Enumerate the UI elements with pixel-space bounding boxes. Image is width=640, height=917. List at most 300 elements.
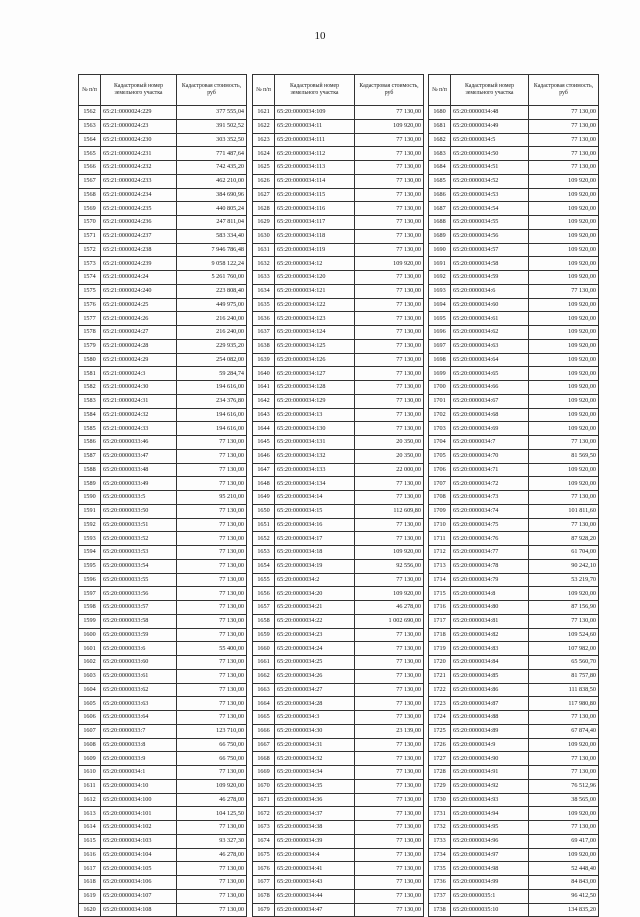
cadastral-number: 65:20:0000033:50: [101, 504, 177, 518]
row-number: 1691: [429, 257, 451, 271]
cadastral-number: 65:20:0000034:68: [451, 408, 529, 422]
cadastral-value: 77 130,00: [355, 766, 424, 780]
table-row: [79, 724, 247, 738]
cadastral-number: 65:21:0000024:235: [101, 202, 177, 216]
table-row: [429, 202, 599, 216]
row-number: 1579: [79, 339, 101, 353]
table-row: [79, 711, 247, 725]
cadastral-value: 109 920,00: [529, 848, 599, 862]
cadastral-number: 65:20:0000034:26: [275, 669, 355, 683]
table-row: [79, 216, 247, 230]
cadastral-number: 65:20:0000034:67: [451, 394, 529, 408]
row-number: 1656: [253, 587, 275, 601]
row-number: 1581: [79, 367, 101, 381]
row-number: 1678: [253, 889, 275, 903]
table-row: [429, 312, 599, 326]
row-number: 1570: [79, 216, 101, 230]
cadastral-value: 55 400,00: [177, 642, 247, 656]
row-number: 1595: [79, 559, 101, 573]
cadastral-number: 65:20:0000034:115: [275, 188, 355, 202]
cadastral-number: 65:20:0000033:53: [101, 546, 177, 560]
cadastral-value: 95 210,00: [177, 491, 247, 505]
table-row: [253, 628, 424, 642]
table-row: [429, 491, 599, 505]
table-row: [253, 766, 424, 780]
header-cadastral: Кадастровый номер земельного участка: [451, 75, 529, 106]
cadastral-value: 77 130,00: [355, 573, 424, 587]
table-row: [79, 119, 247, 133]
row-number: 1702: [429, 408, 451, 422]
cadastral-value: 77 130,00: [355, 174, 424, 188]
cadastral-value: 22 000,00: [355, 463, 424, 477]
cadastral-value: 77 130,00: [355, 889, 424, 903]
cadastral-value: 23 139,00: [355, 724, 424, 738]
cadastral-value: 109 920,00: [529, 216, 599, 230]
cadastral-value: 77 130,00: [355, 284, 424, 298]
cadastral-number: 65:20:0000034:82: [451, 628, 529, 642]
cadastral-number: 65:20:0000034:109: [275, 106, 355, 120]
table-row: [79, 738, 247, 752]
table-row: [253, 669, 424, 683]
cadastral-number: 65:20:0000034:78: [451, 559, 529, 573]
cadastral-number: 65:20:0000034:100: [101, 793, 177, 807]
table-row: [253, 848, 424, 862]
cadastral-value: 109 920,00: [355, 257, 424, 271]
cadastral-value: 742 435,20: [177, 161, 247, 175]
cadastral-value: 9 058 122,24: [177, 257, 247, 271]
cadastral-number: 65:21:0000024:230: [101, 133, 177, 147]
row-number: 1635: [253, 298, 275, 312]
cadastral-value: 77 130,00: [529, 147, 599, 161]
cadastral-value: 77 130,00: [355, 793, 424, 807]
cadastral-number: 65:20:0000034:57: [451, 243, 529, 257]
row-number: 1592: [79, 518, 101, 532]
row-number: 1729: [429, 779, 451, 793]
cadastral-number: 65:20:0000034:129: [275, 394, 355, 408]
table-row: [253, 876, 424, 890]
row-number: 1614: [79, 821, 101, 835]
table-row: [429, 876, 599, 890]
table-row: [429, 188, 599, 202]
row-number: 1622: [253, 119, 275, 133]
cadastral-number: 65:20:0000034:63: [451, 339, 529, 353]
table-row: [253, 449, 424, 463]
header-cadastral: Кадастровый номер земельного участка: [101, 75, 177, 106]
table-row: [253, 752, 424, 766]
cadastral-number: 65:20:0000034:22: [275, 614, 355, 628]
cadastral-number: 65:20:0000033:48: [101, 463, 177, 477]
cadastral-value: 92 556,00: [355, 559, 424, 573]
cadastral-value: 20 350,00: [355, 449, 424, 463]
row-number: 1636: [253, 312, 275, 326]
cadastral-value: 96 412,50: [529, 889, 599, 903]
cadastral-value: 101 811,60: [529, 504, 599, 518]
cadastral-value: 77 130,00: [355, 298, 424, 312]
table-row: [429, 903, 599, 917]
table-row: [429, 779, 599, 793]
table-row: [429, 834, 599, 848]
row-number: 1703: [429, 422, 451, 436]
table-row: [253, 807, 424, 821]
cadastral-value: 1 002 690,00: [355, 614, 424, 628]
cadastral-table-column-3: [428, 74, 599, 917]
cadastral-value: 303 352,50: [177, 133, 247, 147]
table-row: [79, 532, 247, 546]
row-number: 1708: [429, 491, 451, 505]
cadastral-value: 109 920,00: [177, 779, 247, 793]
row-number: 1714: [429, 573, 451, 587]
table-row: [79, 628, 247, 642]
row-number: 1679: [253, 903, 275, 917]
table-row: [429, 339, 599, 353]
table-row: [429, 449, 599, 463]
header-num: № п/п: [429, 75, 451, 106]
table-row: [79, 559, 247, 573]
cadastral-value: 77 130,00: [355, 106, 424, 120]
cadastral-value: 771 487,64: [177, 147, 247, 161]
cadastral-number: 65:20:0000034:49: [451, 119, 529, 133]
table-row: [253, 257, 424, 271]
cadastral-number: 65:20:0000034:126: [275, 353, 355, 367]
cadastral-value: 77 130,00: [529, 821, 599, 835]
cadastral-number: 65:20:0000034:30: [275, 724, 355, 738]
cadastral-number: 65:20:0000034:112: [275, 147, 355, 161]
cadastral-number: 65:20:0000034:124: [275, 326, 355, 340]
row-number: 1694: [429, 298, 451, 312]
cadastral-number: 65:20:0000034:43: [275, 876, 355, 890]
row-number: 1605: [79, 697, 101, 711]
cadastral-number: 65:20:0000034:94: [451, 807, 529, 821]
cadastral-value: 109 920,00: [529, 422, 599, 436]
table-row: [253, 504, 424, 518]
cadastral-number: 65:21:0000024:23: [101, 119, 177, 133]
row-number: 1705: [429, 449, 451, 463]
cadastral-value: 77 130,00: [177, 656, 247, 670]
cadastral-number: 65:20:0000034:36: [275, 793, 355, 807]
table-row: [429, 161, 599, 175]
row-number: 1661: [253, 656, 275, 670]
cadastral-value: 46 278,00: [177, 793, 247, 807]
cadastral-number: 65:21:0000024:229: [101, 106, 177, 120]
cadastral-value: 109 920,00: [529, 188, 599, 202]
cadastral-number: 65:20:0000034:55: [451, 216, 529, 230]
row-number: 1668: [253, 752, 275, 766]
cadastral-value: 77 130,00: [355, 229, 424, 243]
table-row: [429, 601, 599, 615]
cadastral-value: 77 130,00: [177, 587, 247, 601]
cadastral-value: 77 130,00: [355, 216, 424, 230]
cadastral-value: 77 130,00: [355, 422, 424, 436]
cadastral-value: 234 376,80: [177, 394, 247, 408]
cadastral-value: 384 690,96: [177, 188, 247, 202]
cadastral-number: 65:20:0000034:51: [451, 161, 529, 175]
cadastral-value: 77 130,00: [177, 766, 247, 780]
cadastral-number: 65:20:0000033:47: [101, 449, 177, 463]
cadastral-value: 247 811,04: [177, 216, 247, 230]
row-number: 1575: [79, 284, 101, 298]
cadastral-number: 65:20:0000034:111: [275, 133, 355, 147]
table-row: [79, 381, 247, 395]
cadastral-value: 52 448,40: [529, 862, 599, 876]
table-row: [79, 614, 247, 628]
table-row: [253, 312, 424, 326]
row-number: 1724: [429, 711, 451, 725]
row-number: 1619: [79, 889, 101, 903]
row-number: 1655: [253, 573, 275, 587]
table-row: [429, 174, 599, 188]
cadastral-value: 77 130,00: [529, 106, 599, 120]
table-row: [79, 408, 247, 422]
cadastral-value: 46 278,00: [355, 601, 424, 615]
row-number: 1603: [79, 669, 101, 683]
table-row: [253, 408, 424, 422]
row-number: 1617: [79, 862, 101, 876]
row-number: 1720: [429, 656, 451, 670]
row-number: 1695: [429, 312, 451, 326]
row-number: 1711: [429, 532, 451, 546]
cadastral-value: 20 350,00: [355, 436, 424, 450]
cadastral-number: 65:20:0000034:75: [451, 518, 529, 532]
row-number: 1638: [253, 339, 275, 353]
row-number: 1709: [429, 504, 451, 518]
cadastral-value: 77 130,00: [355, 394, 424, 408]
row-number: 1710: [429, 518, 451, 532]
cadastral-value: 7 946 786,48: [177, 243, 247, 257]
cadastral-value: 77 130,00: [355, 711, 424, 725]
cadastral-number: 65:20:0000034:34: [275, 766, 355, 780]
cadastral-number: 65:20:0000034:7: [451, 436, 529, 450]
row-number: 1728: [429, 766, 451, 780]
cadastral-value: 77 130,00: [355, 133, 424, 147]
cadastral-number: 65:20:0000034:13: [275, 408, 355, 422]
cadastral-number: 65:20:0000034:31: [275, 738, 355, 752]
row-number: 1634: [253, 284, 275, 298]
cadastral-number: 65:20:0000034:44: [275, 889, 355, 903]
row-number: 1672: [253, 807, 275, 821]
cadastral-number: 65:21:0000024:28: [101, 339, 177, 353]
row-number: 1624: [253, 147, 275, 161]
cadastral-value: 77 130,00: [177, 903, 247, 917]
table-row: [429, 298, 599, 312]
row-number: 1594: [79, 546, 101, 560]
row-number: 1690: [429, 243, 451, 257]
cadastral-value: 109 920,00: [355, 546, 424, 560]
row-number: 1665: [253, 711, 275, 725]
row-number: 1681: [429, 119, 451, 133]
cadastral-number: 65:20:0000033:62: [101, 683, 177, 697]
cadastral-number: 65:20:0000034:113: [275, 161, 355, 175]
cadastral-value: 77 130,00: [355, 367, 424, 381]
cadastral-number: 65:20:0000034:79: [451, 573, 529, 587]
cadastral-number: 65:21:0000024:234: [101, 188, 177, 202]
table-row: [253, 161, 424, 175]
table-row: [253, 367, 424, 381]
table-row: [253, 422, 424, 436]
cadastral-number: 65:20:0000034:39: [275, 834, 355, 848]
cadastral-number: 65:20:0000034:1: [101, 766, 177, 780]
table-row: [253, 133, 424, 147]
cadastral-number: 65:21:0000024:236: [101, 216, 177, 230]
cadastral-value: 109 920,00: [529, 174, 599, 188]
table-row: [253, 587, 424, 601]
row-number: 1682: [429, 133, 451, 147]
table-row: [253, 284, 424, 298]
cadastral-number: 65:20:0000034:134: [275, 477, 355, 491]
table-row: [429, 848, 599, 862]
table-row: [79, 326, 247, 340]
cadastral-number: 65:20:0000034:60: [451, 298, 529, 312]
cadastral-number: 65:20:0000033:54: [101, 559, 177, 573]
table-row: [79, 807, 247, 821]
cadastral-value: 109 920,00: [529, 229, 599, 243]
cadastral-number: 65:20:0000034:73: [451, 491, 529, 505]
table-row: [429, 133, 599, 147]
cadastral-number: 65:20:0000034:54: [451, 202, 529, 216]
cadastral-value: 194 616,00: [177, 422, 247, 436]
cadastral-value: 38 565,00: [529, 793, 599, 807]
row-number: 1669: [253, 766, 275, 780]
row-number: 1727: [429, 752, 451, 766]
cadastral-value: 109 920,00: [529, 243, 599, 257]
row-number: 1616: [79, 848, 101, 862]
cadastral-value: 194 616,00: [177, 408, 247, 422]
table-row: [253, 106, 424, 120]
cadastral-value: 77 130,00: [177, 532, 247, 546]
row-number: 1629: [253, 216, 275, 230]
table-row: [429, 119, 599, 133]
cadastral-value: 77 130,00: [355, 491, 424, 505]
table-row: [253, 711, 424, 725]
table-row: [79, 367, 247, 381]
cadastral-value: 84 843,00: [529, 876, 599, 890]
cadastral-number: 65:20:0000033:61: [101, 669, 177, 683]
cadastral-number: 65:20:0000034:5: [451, 133, 529, 147]
cadastral-value: 583 334,40: [177, 229, 247, 243]
row-number: 1721: [429, 669, 451, 683]
table-row: [429, 147, 599, 161]
cadastral-value: 77 130,00: [355, 779, 424, 793]
cadastral-number: 65:20:0000034:106: [101, 876, 177, 890]
cadastral-number: 65:20:0000034:125: [275, 339, 355, 353]
row-number: 1599: [79, 614, 101, 628]
cadastral-number: 65:21:0000024:3: [101, 367, 177, 381]
row-number: 1580: [79, 353, 101, 367]
cadastral-value: 87 928,20: [529, 532, 599, 546]
row-number: 1659: [253, 628, 275, 642]
row-number: 1730: [429, 793, 451, 807]
table-row: [253, 394, 424, 408]
cadastral-number: 65:20:0000034:4: [275, 848, 355, 862]
table-row: [79, 779, 247, 793]
row-number: 1627: [253, 188, 275, 202]
cadastral-value: 77 130,00: [355, 683, 424, 697]
cadastral-value: 81 569,50: [529, 449, 599, 463]
cadastral-value: 76 512,96: [529, 779, 599, 793]
row-number: 1731: [429, 807, 451, 821]
cadastral-value: 440 805,24: [177, 202, 247, 216]
cadastral-value: 109 920,00: [529, 367, 599, 381]
row-number: 1645: [253, 436, 275, 450]
cadastral-value: 77 130,00: [355, 903, 424, 917]
cadastral-value: 109 920,00: [529, 271, 599, 285]
table-row: [79, 573, 247, 587]
table-row: [79, 229, 247, 243]
row-number: 1584: [79, 408, 101, 422]
cadastral-number: 65:20:0000034:10: [101, 779, 177, 793]
table-row: [429, 284, 599, 298]
table-row: [429, 463, 599, 477]
row-number: 1719: [429, 642, 451, 656]
row-number: 1667: [253, 738, 275, 752]
table-row: [79, 161, 247, 175]
row-number: 1628: [253, 202, 275, 216]
cadastral-number: 65:21:0000024:31: [101, 394, 177, 408]
row-number: 1626: [253, 174, 275, 188]
cadastral-number: 65:21:0000024:30: [101, 381, 177, 395]
table-row: [253, 353, 424, 367]
table-row: [253, 573, 424, 587]
cadastral-number: 65:20:0000034:28: [275, 697, 355, 711]
table-row: [253, 614, 424, 628]
cadastral-number: 65:20:0000034:71: [451, 463, 529, 477]
table-row: [253, 683, 424, 697]
cadastral-value: 77 130,00: [529, 518, 599, 532]
cadastral-value: 77 130,00: [355, 353, 424, 367]
cadastral-value: 77 130,00: [177, 711, 247, 725]
table-row: [429, 243, 599, 257]
table-row: [429, 889, 599, 903]
row-number: 1600: [79, 628, 101, 642]
cadastral-value: 109 920,00: [529, 257, 599, 271]
cadastral-number: 65:20:0000033:9: [101, 752, 177, 766]
row-number: 1615: [79, 834, 101, 848]
table-row: [253, 546, 424, 560]
cadastral-value: 77 130,00: [355, 188, 424, 202]
row-number: 1587: [79, 449, 101, 463]
cadastral-value: 109 920,00: [529, 202, 599, 216]
cadastral-number: 65:20:0000034:59: [451, 271, 529, 285]
cadastral-number: 65:20:0000034:121: [275, 284, 355, 298]
row-number: 1642: [253, 394, 275, 408]
row-number: 1685: [429, 174, 451, 188]
row-number: 1630: [253, 229, 275, 243]
table-row: [429, 381, 599, 395]
row-number: 1596: [79, 573, 101, 587]
cadastral-number: 65:20:0000034:19: [275, 559, 355, 573]
row-number: 1598: [79, 601, 101, 615]
table-row: [253, 532, 424, 546]
cadastral-number: 65:20:0000034:17: [275, 532, 355, 546]
cadastral-value: 77 130,00: [355, 339, 424, 353]
cadastral-value: 77 130,00: [355, 862, 424, 876]
table-row: [429, 394, 599, 408]
cadastral-number: 65:20:0000034:64: [451, 353, 529, 367]
table-row: [429, 724, 599, 738]
table-row: [429, 546, 599, 560]
row-number: 1680: [429, 106, 451, 120]
cadastral-value: 123 710,00: [177, 724, 247, 738]
row-number: 1589: [79, 477, 101, 491]
cadastral-value: 77 130,00: [355, 834, 424, 848]
cadastral-value: 81 757,80: [529, 669, 599, 683]
row-number: 1576: [79, 298, 101, 312]
cadastral-value: 77 130,00: [177, 683, 247, 697]
row-number: 1565: [79, 147, 101, 161]
row-number: 1704: [429, 436, 451, 450]
table-row: [79, 862, 247, 876]
cadastral-number: 65:20:0000034:104: [101, 848, 177, 862]
table-row: [79, 491, 247, 505]
